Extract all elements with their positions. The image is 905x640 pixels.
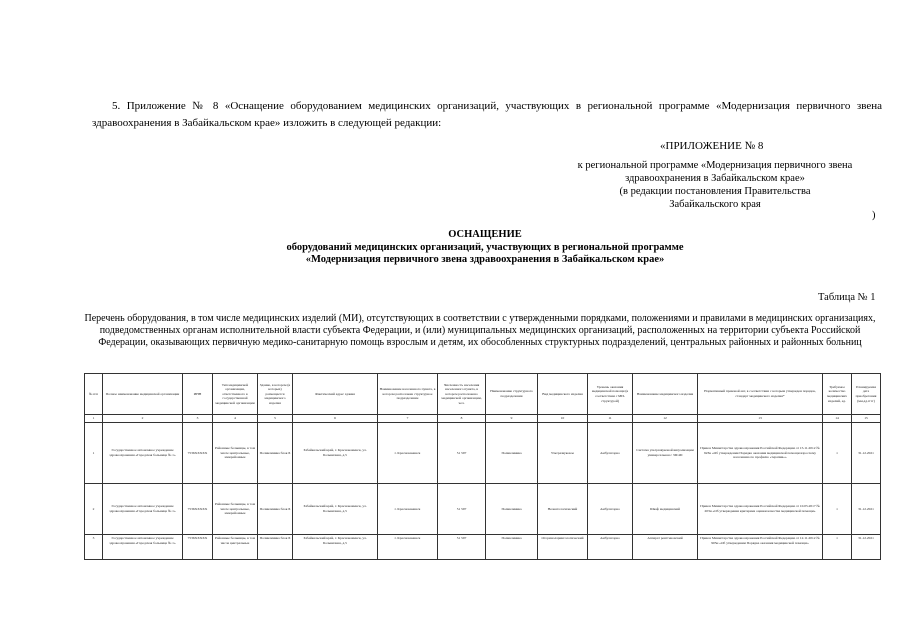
title-line: оборудований медицинских организаций, участвующих в региональной программе <box>286 241 684 253</box>
header-cell: Наименование структурного подразделения <box>486 374 538 415</box>
table-cell: Оториноларингологический <box>538 535 588 560</box>
header-cell: Наименование населенного пункта, в котором расположен структурное подразделение <box>378 374 438 415</box>
table-cell: 31.12.2021 <box>852 484 881 535</box>
column-number-cell: 1 <box>85 415 103 423</box>
table-cell: Приказ Министерства здравоохранения Российской Федерации от 12.11.2012 № 905н «Об утверждении Порядка оказания медицинской помощи» <box>698 535 823 560</box>
header-cell: Здание, в котором (в которых) размещается медицинского изделия <box>258 374 293 415</box>
equipment-table <box>84 373 881 560</box>
table-cell: Амбулаторно <box>588 535 633 560</box>
table-cell: Поликлиника <box>486 484 538 535</box>
table-cell: Забайкальский край, г. Краснокаменск, ул. Больничная, д.5 <box>293 484 378 535</box>
header-cell: Вид медицинского изделия <box>538 374 588 415</box>
column-number-cell: 4 <box>213 415 258 423</box>
table-number: Таблица № 1 <box>818 292 876 303</box>
table-cell: Забайкальский край, г. Краснокаменск, ул. Больничная, д.5 <box>293 423 378 484</box>
column-number-cell: 9 <box>486 415 538 423</box>
table-cell: Районные больницы, в том числе центральные, межрайонные <box>213 423 258 484</box>
header-cell: Наименование медицинского изделия <box>633 374 698 415</box>
table-cell: Государственное автономное учреждение здравоохранения «Городская больница № 1» <box>103 484 183 535</box>
table-cell: Районные больницы, в том числе центральные <box>213 535 258 560</box>
document-title <box>250 229 720 267</box>
header-cell: Требуемое количество медицинских изделий, ед. <box>823 374 852 415</box>
table-cell: 31.12.2021 <box>852 535 881 560</box>
table-description: Перечень оборудования, в том числе медицинских изделий (МИ), отсутствующих в соответствии с утвержденными порядками, положениями и правилами в медицинских организациях, подведомственных органам исполнительной власти субъекта Федерации, и (или) муниципальных медицинских организаций, расположенных на территории субъекта Российской Федерации, оказывающих первичную медико-санитарную помощь взрослым и детям, их обособленных структурных подразделений, центральных районных и районных больниц <box>84 313 876 348</box>
table-cell: Амбулаторно <box>588 423 633 484</box>
column-number-cell: 11 <box>588 415 633 423</box>
column-number-cell: 15 <box>852 415 881 423</box>
table-cell: Приказ Министерства здравоохранения Российской Федерации от 10.05.2017 № 203н «Об утверждении критериев оценки качества медицинской помощи» <box>698 484 823 535</box>
column-number-cell: 12 <box>633 415 698 423</box>
column-number-row <box>85 415 881 423</box>
table-cell: г. Краснокаменск <box>378 484 438 535</box>
column-number-cell: 6 <box>293 415 378 423</box>
header-cell: Фактический адрес здания <box>293 374 378 415</box>
table-cell: Районные больницы, в том числе центральные, межрайонные <box>213 484 258 535</box>
header-cell: Планируемая дата приобретения (мм.дд.гггг) <box>852 374 881 415</box>
header-cell: Тип медицинской организации, ответственного в государственной медицинской организации <box>213 374 258 415</box>
intro-paragraph: 5. Приложение № 8 «Оснащение оборудованием медицинских организаций, участвующих в региональной программе «Модернизация первичного звена здравоохранения в Забайкальском крае» изложить в следующей редакции: <box>92 100 882 129</box>
table-cell: Поликлиника блок Б <box>258 535 293 560</box>
table-header-row <box>85 374 881 415</box>
appendix-subtitle <box>560 159 870 211</box>
table-cell: Государственное автономное учреждение здравоохранения «Городская больница № 1» <box>103 423 183 484</box>
appendix-sub-line: Забайкальского края <box>669 199 761 210</box>
appendix-sub-line: (в редакции постановления Правительства <box>619 186 811 197</box>
table-cell: 1 <box>823 484 852 535</box>
title-line: «Модернизация первичного звена здравоохранения в Забайкальском крае» <box>305 254 665 265</box>
column-number-cell: 2 <box>103 415 183 423</box>
table-cell: 51 597 <box>438 423 486 484</box>
header-cell: Численность населения населенного пункта, в котором расположено медицинской организации, чел. <box>438 374 486 415</box>
table-cell: Ультразвуковое <box>538 423 588 484</box>
header-cell: ИНН <box>183 374 213 415</box>
header-cell: Полное наименование медицинской организации <box>103 374 183 415</box>
table-cell: 7536XXXXX <box>183 535 213 560</box>
column-number-cell: 8 <box>438 415 486 423</box>
table-cell: Система ультразвуковой визуализации универсальная с 3D/4D <box>633 423 698 484</box>
table-cell: г. Краснокаменск <box>378 535 438 560</box>
column-number-cell: 10 <box>538 415 588 423</box>
table-cell: 7536XXXXX <box>183 484 213 535</box>
table-cell: Государственное автономное учреждение здравоохранения «Городская больница № 1» <box>103 535 183 560</box>
appendix-sub-line: здравоохранения в Забайкальском крае» <box>625 173 805 184</box>
table-cell: г. Краснокаменск <box>378 423 438 484</box>
table-cell: 51 597 <box>438 484 486 535</box>
appendix-title: «ПРИЛОЖЕНИЕ № 8 <box>660 140 764 152</box>
title-line: ОСНАЩЕНИЕ <box>448 229 522 240</box>
column-number-cell: 3 <box>183 415 213 423</box>
table-cell: Шкаф медицинский <box>633 484 698 535</box>
table-cell: 1 <box>823 423 852 484</box>
table-cell: Поликлиника блок Б <box>258 423 293 484</box>
table-cell: 31.12.2021 <box>852 423 881 484</box>
table-cell: 3 <box>85 535 103 560</box>
table-cell: Поликлиника <box>486 423 538 484</box>
table-cell: Неонатологический <box>538 484 588 535</box>
table-cell: Поликлиника <box>486 535 538 560</box>
header-cell: Нормативный правовой акт, в соответствии с которым утвержден порядок, стандарт медицинского изделия* <box>698 374 823 415</box>
table-row <box>85 484 881 535</box>
column-number-cell: 14 <box>823 415 852 423</box>
closing-paren: ) <box>872 210 876 221</box>
table-row <box>85 535 881 560</box>
table-cell: Забайкальский край, г. Краснокаменск, ул. Больничная, д.5 <box>293 535 378 560</box>
page-bottom-crop <box>0 598 905 640</box>
table-cell: 51 597 <box>438 535 486 560</box>
header-cell: Уровень оказания медицинской помощи (в соответствии с МИ-структурой) <box>588 374 633 415</box>
table-cell: Приказ Министерства здравоохранения Российской Федерации от 15.11.2012 № 923н «Об утверждении Порядка оказания медицинской помощи взрослому населению по профилю «терапия»» <box>698 423 823 484</box>
appendix-sub-line: к региональной программе «Модернизация первичного звена <box>577 160 853 171</box>
column-number-cell: 7 <box>378 415 438 423</box>
table-cell: 2 <box>85 484 103 535</box>
table-row <box>85 423 881 484</box>
column-number-cell: 5 <box>258 415 293 423</box>
table-cell: Аппарат рентгеновский <box>633 535 698 560</box>
column-number-cell: 13 <box>698 415 823 423</box>
table-cell: 7536XXXXX <box>183 423 213 484</box>
table-cell: Поликлиника блок Б <box>258 484 293 535</box>
table-cell: 1 <box>85 423 103 484</box>
header-cell: № п/п <box>85 374 103 415</box>
table-cell: 1 <box>823 535 852 560</box>
table-cell: Амбулаторно <box>588 484 633 535</box>
